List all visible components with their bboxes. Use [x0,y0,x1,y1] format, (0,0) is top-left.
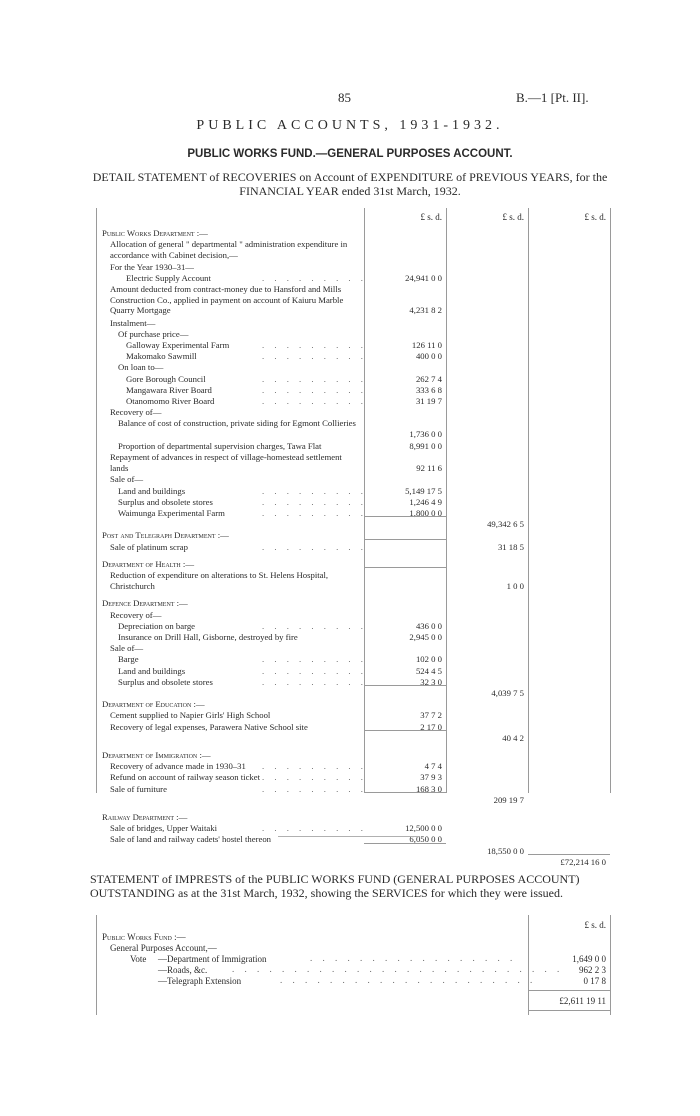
table-row [0,340,700,352]
imprests-amount-right-rule [610,915,611,1015]
table-row [0,351,700,363]
row-label: Recovery of legal expenses, Parawera Native School site [110,721,308,732]
amount-col-a: 5,149 17 5 [405,485,442,496]
row-label: Proportion of departmental supervision charges, Tawa Flat [118,440,322,451]
header-col-a: £ s. d. [420,212,442,222]
row-label: Makomako Sawmill [126,351,197,362]
row-label: Land and buildings [118,485,186,496]
row-label: Land and buildings [118,665,186,676]
row-label: Sale of— [110,474,144,485]
table-row [0,823,700,835]
row-label: Refund on account of railway season ticket [110,772,261,783]
imprests-vote-label: Vote [130,954,147,964]
amount-col-a: 37 7 2 [420,710,442,721]
document-reference: B.—1 [Pt. II]. [516,90,589,105]
table-row [0,733,700,745]
amount-col-a: 12,500 0 0 [405,823,442,834]
row-label: Railway Department :— [102,812,188,822]
table-row [0,621,700,633]
row-label: Allocation of general " departmental " administration expenditure in accordance with Cabinet decision,— [110,239,348,260]
table-row [0,610,700,622]
dot-leader: . . . . . . . . . [262,384,367,395]
amount-col-b: 31 18 5 [497,541,524,552]
row-label: Barge [118,654,139,665]
table-row [0,284,700,315]
dot-leader: . . . . . . . . . [262,485,367,496]
dot-leader: . . . . . . . . . [262,340,367,350]
dot-leader: . . . . . . . . . [262,272,367,283]
header-col-c: £ s. d. [584,212,606,222]
table-row [0,362,700,374]
table-row [0,262,700,274]
amount-col-a: 168 3 0 [415,783,442,794]
table-row [0,654,700,666]
row-label: Gore Borough Council [126,373,206,384]
amount-col-a: 6,050 0 0 [409,834,442,845]
dot-leader: . . . . . . . . . [262,620,367,631]
table-row [0,570,700,591]
amount-col-a: 37 9 3 [420,772,442,783]
table-row [0,677,700,689]
imprests-total-underline [528,1010,610,1011]
amount-col-c: £72,214 16 0 [560,856,606,867]
amount-col-a: 126 11 0 [411,340,442,350]
table-row [0,559,700,571]
row-label: Defence Department :— [102,598,188,609]
subtotal-rule [364,567,446,568]
table-row [0,239,700,260]
imprests-total: £2,611 19 11 [559,996,606,1006]
amount-col-b: 18,550 0 0 [487,845,524,856]
amount-col-a: 4,231 8 2 [409,305,442,315]
row-label: Amount deducted from contract-money due to Hansford and Mills Construction Co., applied in payment on account of Kaiuru Marble Quarry Mortgage [110,284,344,315]
table-row [0,329,700,341]
subtotal-rule [364,516,446,517]
subtotal-rule [364,792,446,793]
row-label: Surplus and obsolete stores [118,496,213,507]
imprests-item-label: —Department of Immigration [158,954,267,964]
amount-col-a: 32 3 0 [420,676,442,687]
table-row [0,846,700,858]
table-row [0,396,700,408]
dot-leader: . . . . . . . . . [262,783,367,794]
table-row [0,273,700,285]
table-row [0,452,700,473]
row-label: Instalment— [110,317,156,328]
row-label: Sale of bridges, Upper Waitaki [110,823,217,834]
imprests-title: STATEMENT of IMPRESTS of the PUBLIC WORKS FUND (GENERAL PURPOSES ACCOUNT) OUTSTANDING as at the 31st March, 1932, showing the SERVICES for which they were issued. [90,872,580,900]
table-row [0,318,700,330]
imprests-account: General Purposes Account,— [110,943,217,953]
table-row [0,795,700,807]
table-row [0,486,700,498]
amount-col-a: 1,246 4 9 [409,496,442,507]
row-label: Otanomomo River Board [126,396,215,406]
row-label: Recovery of— [110,407,162,418]
dot-leader: . . . . . . . . . [262,676,367,687]
row-label: Depreciation on barge [118,620,196,631]
table-row [0,632,700,644]
subtotal-rule [364,843,446,844]
dot-leader: . . . . . . . . . [262,373,367,384]
row-label: Galloway Experimental Farm [126,340,230,350]
amount-col-a: 8,991 0 0 [409,440,442,451]
table-row [0,385,700,397]
row-label: Reduction of expenditure on alterations to St. Helens Hospital, Christchurch [110,570,329,591]
header-col-b: £ s. d. [502,212,524,222]
dot-leader: . . . . . . . . . [262,541,367,552]
amount-col-b: 49,342 6 5 [487,519,524,530]
row-label: Mangawara River Board [126,384,212,395]
row-label: Sale of platinum scrap [110,541,188,552]
row-label: Of purchase price— [118,328,189,339]
amount-col-a: 2,945 0 0 [409,632,442,642]
amount-col-a: 262 7 4 [415,373,442,384]
subtotal-rule [528,854,610,855]
imprests-leader: . . . . . . . . . . . . . . . . . [310,953,517,963]
imprests-dept: Public Works Fund :— [102,932,186,942]
amount-col-a: 524 4 5 [415,665,442,676]
table-row [0,374,700,386]
imprests-total-rule [528,990,610,991]
table-row [0,497,700,509]
table-row [0,228,700,240]
dot-leader: . . . . . . . . . [262,823,367,834]
table-row [0,699,700,711]
subtotal-rule [364,539,446,540]
row-label: For the Year 1930–31— [110,261,194,272]
amount-col-a: 92 11 6 [416,462,442,473]
table-row [0,784,700,796]
table-row [0,519,700,531]
amount-col-a: 31 19 7 [415,396,442,406]
table-row [0,666,700,678]
amount-col-a: 24,941 0 0 [405,272,442,283]
amount-col-a: 436 0 0 [415,620,442,631]
row-label: Waimunga Experimental Farm [118,508,225,518]
table-row [0,474,700,486]
amount-col-b: 1 0 0 [506,580,524,591]
table-row [0,722,700,734]
row-label: Department of Health :— [102,558,195,569]
section-separator [278,836,420,837]
amount-col-b: 40 4 2 [502,732,524,743]
subtotal-rule [364,730,446,731]
amount-col-a: 102 0 0 [415,654,442,665]
row-label: Public Works Department :— [102,228,208,238]
table-row [0,772,700,784]
imprests-header: £ s. d. [584,920,606,930]
table-row [0,857,700,869]
amount-col-a: 333 6 8 [415,384,442,395]
dot-leader: . . . . . . . . . [262,508,367,518]
row-label: On loan to— [118,362,164,373]
dot-leader: . . . . . . . . . [262,351,367,362]
table-row [0,542,700,554]
imprests-leader: . . . . . . . . . . . . . . . . . . . . . . . . . . . [232,964,564,974]
table-row [0,441,700,453]
dot-leader: . . . . . . . . . [262,396,367,406]
amount-col-a: 1,800 0 0 [409,508,442,518]
table-row [0,598,700,610]
row-label: Department of Immigration :— [102,750,211,760]
row-label: Surplus and obsolete stores [118,676,213,687]
table-row [0,530,700,542]
table-row [0,688,700,700]
table-row [0,418,700,439]
amount-col-a: 1,736 0 0 [409,428,442,439]
statement-title: DETAIL STATEMENT of RECOVERIES on Account of EXPENDITURE of PREVIOUS YEARS, for the FINANCIAL YEAR ended 31st March, 1932. [92,170,608,198]
table-row [0,643,700,655]
row-label: Recovery of— [110,609,162,620]
row-label: Electric Supply Account [126,272,211,283]
row-label: Recovery of advance made in 1930–31 [110,761,246,772]
dot-leader: . . . . . . . . . [262,772,367,783]
subtotal-rule [364,685,446,686]
imprests-item-label: —Telegraph Extension [158,976,242,986]
imprests-item-amount: 1,649 0 0 [572,954,606,964]
row-label: Balance of cost of construction, private siding for Egmont Collieries [118,418,356,429]
row-label: Insurance on Drill Hall, Gisborne, destroyed by fire [118,632,298,642]
amount-col-b: 4,039 7 5 [491,688,524,698]
imprests-item-amount: 962 2 3 [579,965,606,975]
amount-col-a: 400 0 0 [415,351,442,362]
table-row [0,407,700,419]
table-row [0,710,700,722]
row-label: Cement supplied to Napier Girls' High School [110,710,271,721]
amount-col-a: 4 7 4 [424,761,442,772]
row-label: Department of Education :— [102,699,205,710]
imprests-leader: . . . . . . . . . . . . . . . . . . . . . [280,975,537,985]
amount-col-a: 2 17 0 [420,721,442,732]
dot-leader: . . . . . . . . . [262,654,367,665]
page-number: 85 [338,90,351,105]
amount-col-b: 209 19 7 [493,794,524,805]
imprests-item-amount: 0 17 8 [583,976,606,986]
row-label: Repayment of advances in respect of village-homestead settlement lands [110,452,342,473]
table-row [0,761,700,773]
fund-title: PUBLIC WORKS FUND.—GENERAL PURPOSES ACCOUNT. [187,148,513,160]
imprests-item-label: —Roads, &c. [158,965,208,975]
table-row [0,750,700,762]
dot-leader: . . . . . . . . . [262,761,367,772]
row-label: Post and Telegraph Department :— [102,530,229,541]
dot-leader: . . . . . . . . . [262,496,367,507]
row-label: Sale of— [110,643,144,654]
table-row [0,508,700,520]
row-label: Sale of land and railway cadets' hostel thereon [110,834,272,845]
document-title: PUBLIC ACCOUNTS, 1931-1932. [196,118,504,133]
table-row [0,812,700,824]
row-label: Sale of furniture [110,783,167,794]
dot-leader: . . . . . . . . . [262,665,367,676]
imprests-left-rule [96,915,97,1015]
